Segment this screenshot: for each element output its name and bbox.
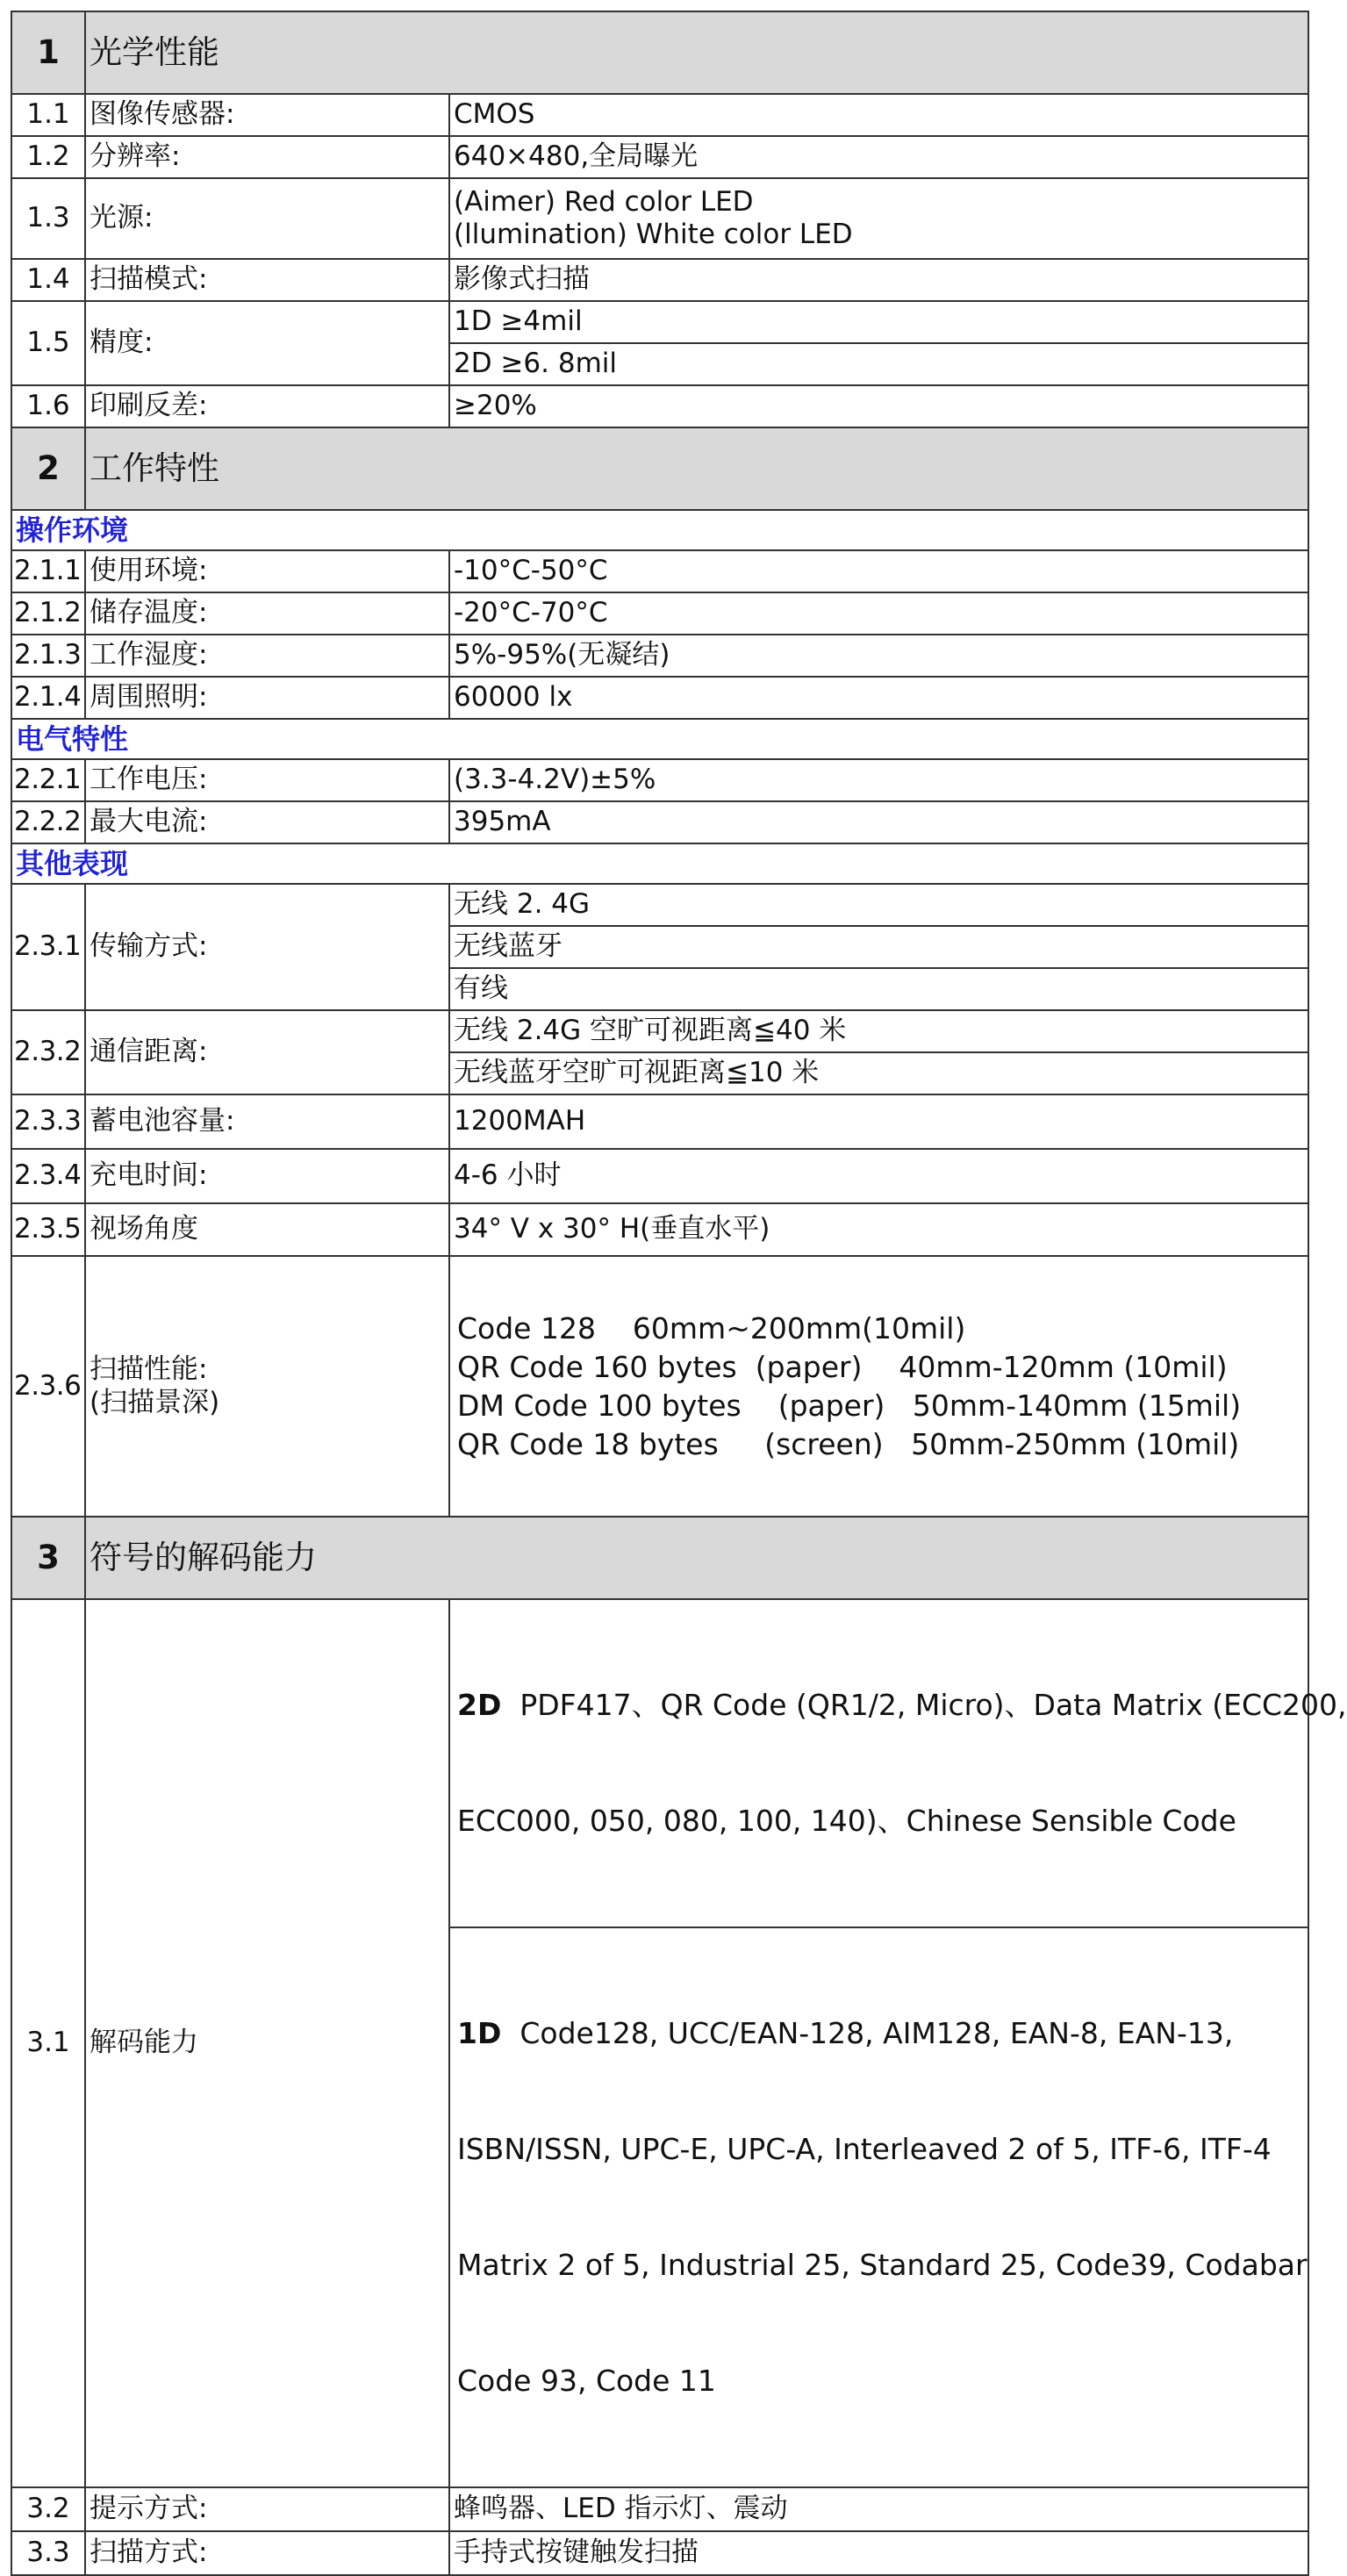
label-line: (扫描景深): [90, 1386, 220, 1418]
row-label: 扫描方式:: [85, 2531, 449, 2575]
row-number: 2.3.1: [11, 884, 85, 1010]
table-row: [11, 592, 1308, 635]
row-number: 1.4: [11, 259, 85, 301]
row-value: -20°C-70°C: [449, 592, 1308, 635]
value-line: (llumination) White color LED: [454, 219, 853, 250]
row-label: 解码能力: [85, 1599, 449, 2487]
symbology-label: 1D: [457, 2016, 502, 2050]
value-line: [457, 2014, 1300, 2053]
row-number: 3.1: [11, 1599, 85, 2487]
section-title: 符号的解码能力: [85, 1517, 1308, 1599]
group-heading: [11, 719, 1308, 759]
section-number: 1: [11, 11, 85, 94]
row-label: 周围照明:: [85, 677, 449, 719]
row-label: 扫描模式:: [85, 259, 449, 301]
table-row: [11, 301, 1308, 343]
row-label: 视场角度: [85, 1203, 449, 1256]
row-label: 精度:: [85, 301, 449, 385]
row-value: 60000 lx: [449, 677, 1308, 719]
table-row: [11, 884, 1308, 926]
row-number: 2.1.2: [11, 592, 85, 635]
row-label: 使用环境:: [85, 550, 449, 592]
row-value: 395mA: [449, 801, 1308, 843]
row-value: -10°C-50°C: [449, 550, 1308, 592]
table-row: [11, 2487, 1308, 2531]
group-title: 操作环境: [11, 510, 1308, 550]
table-row: [11, 94, 1308, 136]
table-row: [11, 801, 1308, 843]
row-value: 蜂鸣器、LED 指示灯、震动: [449, 2487, 1308, 2531]
value-line: QR Code 18 bytes (screen) 50mm-250mm (10mil): [457, 1426, 1240, 1461]
value-line: DM Code 100 bytes (paper) 50mm-140mm (15mil): [457, 1388, 1242, 1423]
value-line: Code 93, Code 11: [457, 2364, 716, 2398]
table-row: [11, 2531, 1308, 2575]
row-value: 无线 2. 4G: [449, 884, 1308, 926]
row-value: 无线蓝牙: [449, 926, 1308, 968]
row-label: 最大电流:: [85, 801, 449, 843]
value-line: (Aimer) Red color LED: [454, 185, 754, 218]
row-value: ≥20%: [449, 385, 1308, 427]
row-label: 图像传感器:: [85, 94, 449, 136]
row-value: 1D ≥4mil: [449, 301, 1308, 343]
group-heading: [11, 843, 1308, 884]
row-value: (3.3-4.2V)±5%: [449, 759, 1308, 801]
row-value: 有线: [449, 968, 1308, 1010]
row-number: 2.1.3: [11, 635, 85, 677]
row-label: 分辨率:: [85, 136, 449, 178]
table-row: [11, 677, 1308, 719]
row-value: 无线蓝牙空旷可视距离≦10 米: [449, 1052, 1308, 1094]
row-label: 蓄电池容量:: [85, 1094, 449, 1149]
value-line: ISBN/ISSN, UPC-E, UPC-A, Interleaved 2 of 5, ITF-6, ITF-4: [457, 2132, 1272, 2166]
row-label: 通信距离:: [85, 1010, 449, 1094]
group-title: 其他表现: [11, 843, 1308, 884]
row-number: 1.2: [11, 136, 85, 178]
section-title: 光学性能: [85, 11, 1308, 94]
section-working: [11, 427, 1308, 510]
spec-table: [11, 11, 1347, 2576]
table-row: [11, 1256, 1308, 1517]
table-row: [11, 1149, 1308, 1203]
value-line: QR Code 160 bytes (paper) 40mm-120mm (10mil): [457, 1349, 1228, 1384]
row-label: 储存温度:: [85, 592, 449, 635]
group-heading: [11, 510, 1308, 550]
row-number: 1.5: [11, 301, 85, 385]
row-number: 2.2.2: [11, 801, 85, 843]
row-number: 2.1.4: [11, 677, 85, 719]
table-row: [11, 1203, 1308, 1256]
row-label: 印刷反差:: [85, 385, 449, 427]
row-value: [449, 1256, 1308, 1517]
row-value: 无线 2.4G 空旷可视距离≦40 米: [449, 1010, 1308, 1052]
symbology-text: Code128, UCC/EAN-128, AIM128, EAN-8, EAN-13,: [501, 2016, 1234, 2050]
row-value: 手持式按键触发扫描: [449, 2531, 1308, 2575]
row-label: 充电时间:: [85, 1149, 449, 1203]
row-value: 2D ≥6. 8mil: [449, 343, 1308, 385]
row-value: 1200MAH: [449, 1094, 1308, 1149]
table-row: [11, 635, 1308, 677]
table-row: [11, 259, 1308, 301]
row-value: 5%-95%(无凝结): [449, 635, 1308, 677]
section-title: 工作特性: [85, 427, 1308, 510]
row-value: 影像式扫描: [449, 259, 1308, 301]
row-number: 2.2.1: [11, 759, 85, 801]
row-value: 34° V x 30° H(垂直水平): [449, 1203, 1308, 1256]
table-row: [11, 759, 1308, 801]
row-value: CMOS: [449, 94, 1308, 136]
row-label: 光源:: [85, 178, 449, 259]
row-number: 1.3: [11, 178, 85, 259]
section-number: 3: [11, 1517, 85, 1599]
row-label: 工作湿度:: [85, 635, 449, 677]
row-number: 1.1: [11, 94, 85, 136]
group-title: 电气特性: [11, 719, 1308, 759]
row-label: 传输方式:: [85, 884, 449, 1010]
row-value: [449, 1599, 1347, 1927]
table-row: [11, 385, 1308, 427]
row-number: 2.3.3: [11, 1094, 85, 1149]
value-line: Code 128 60mm~200mm(10mil): [457, 1310, 966, 1345]
section-number: 2: [11, 427, 85, 510]
row-label: [85, 1256, 449, 1517]
value-line: ECC000, 050, 080, 100, 140)、Chinese Sensible Code: [457, 1804, 1236, 1838]
symbology-text: PDF417、QR Code (QR1/2, Micro)、Data Matrix (ECC200,: [501, 1688, 1347, 1722]
value-line: [457, 1686, 1347, 1725]
row-label: 工作电压:: [85, 759, 449, 801]
row-value: 4-6 小时: [449, 1149, 1308, 1203]
row-number: 2.3.4: [11, 1149, 85, 1203]
value-line: Matrix 2 of 5, Industrial 25, Standard 25, Code39, Codabar: [457, 2248, 1308, 2282]
row-number: 1.6: [11, 385, 85, 427]
table-row: [11, 136, 1308, 178]
row-number: 3.2: [11, 2487, 85, 2531]
label-line: 扫描性能:: [90, 1353, 208, 1386]
row-number: 2.3.5: [11, 1203, 85, 1256]
table-row: [11, 178, 1308, 259]
row-number: 2.3.6: [11, 1256, 85, 1517]
table-row: [11, 1599, 1308, 1927]
section-decoding: [11, 1517, 1308, 1599]
row-value: [449, 1927, 1308, 2487]
row-number: 2.1.1: [11, 550, 85, 592]
symbology-label: 2D: [457, 1688, 502, 1722]
row-number: 2.3.2: [11, 1010, 85, 1094]
table-row: [11, 550, 1308, 592]
table-row: [11, 1094, 1308, 1149]
row-number: 3.3: [11, 2531, 85, 2575]
section-optical: [11, 11, 1308, 94]
table-row: [11, 1010, 1308, 1052]
row-value: 640×480,全局曝光: [449, 136, 1308, 178]
row-label: 提示方式:: [85, 2487, 449, 2531]
row-value: [449, 178, 1308, 259]
